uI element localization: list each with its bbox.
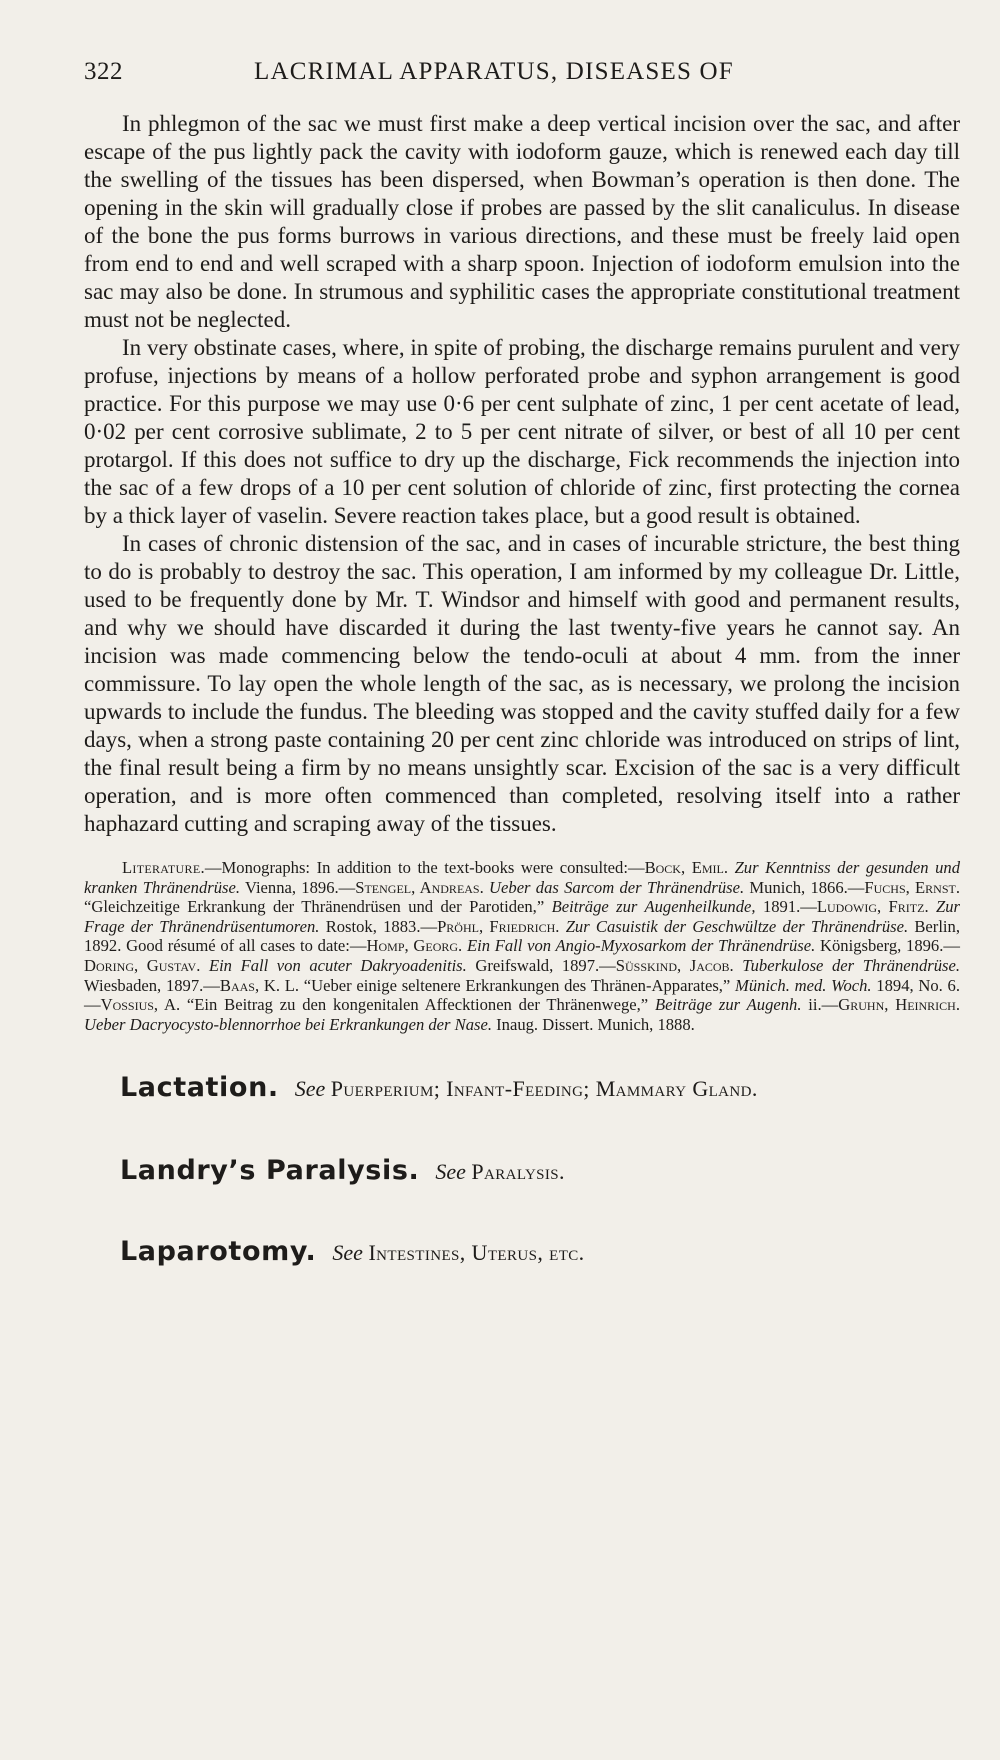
literature-text	[929, 897, 936, 916]
entry-headword: Laparotomy.	[120, 1236, 317, 1268]
see-label: See	[332, 1240, 363, 1266]
literature-title: Tuberkulose der Thränendrüse.	[742, 955, 960, 975]
see-label: See	[294, 1076, 326, 1102]
page-title: LACRIMAL APPARATUS, DISEASES OF	[254, 58, 734, 85]
literature-text: “Ein Beitrag zu den kongenitalen Affecktionen der Thränenwege,”	[180, 995, 655, 1015]
literature-text	[728, 858, 735, 877]
literature-author: Ludowig, Fritz.	[816, 897, 929, 917]
literature-title: Münich. med. Woch.	[735, 975, 872, 995]
body-text	[84, 110, 960, 838]
literature-text: —Monographs: In addition to the text-books were consulted:—	[204, 858, 645, 877]
literature-text: “Gleichzeitige Erkrankung der Thränendrüsen und der Parotiden,”	[84, 897, 552, 917]
literature-title: Zur Kenntniss der gesunden und kranken Thränendrüse.	[84, 858, 961, 897]
literature-text: Inaug. Dissert. Munich, 1888.	[492, 1014, 695, 1034]
book-page	[84, 58, 960, 1267]
entry-landrys-paralysis	[84, 1157, 960, 1186]
literature-author: Bock, Emil.	[644, 858, 728, 877]
literature-title: Ueber Dacryocysto-blennorrhoe bei Erkrankungen der Nase.	[84, 1014, 492, 1034]
literature-text: Greifswald, 1897.—	[466, 955, 616, 975]
literature-author: Baas, K. L.	[219, 975, 300, 995]
cross-reference: Paralysis.	[471, 1159, 565, 1185]
literature-text	[734, 956, 743, 975]
literature-author: Pröhl, Friedrich.	[437, 916, 560, 936]
literature-title: Ueber das Sarcom der Thränendrüse.	[489, 877, 745, 897]
literature-text: 1894, No. 6.—	[84, 975, 961, 1015]
literature-author: Gruhn, Heinrich.	[838, 995, 961, 1015]
paragraph-chronic-distension: In cases of chronic distension of the sac, and in cases of incurable stricture, the best thing to do is probably to destroy the sac. This operation, I am informed by my colleague Dr. Little, used to be frequently done by Mr. T. Windsor and himself with good and permanent results, and why we should have discarded it during the last twenty-five years he cannot say. An incision was made commencing below the tendo-oculi at about 4 mm. from the inner commissure. To lay open the whole length of the sac, as is necessary, we prolong the incision upwards to include the fundus. The bleeding was stopped and the cavity stuffed daily for a few days, when a strong paste containing 20 per cent zinc chloride was introduced on strips of lint, the final result being a firm by no means unsightly scar. Excision of the sac is a very difficult operation, and is more often commenced than completed, resolving itself into a rather haphazard cutting and scraping away of the tissues.	[84, 531, 960, 836]
literature-author: Vossius, A.	[100, 995, 181, 1015]
literature-author: Fuchs, Ernst.	[864, 877, 960, 897]
literature-title: Zur Casuistik der Geschwültze der Thränendrüse.	[565, 916, 909, 936]
literature-title: Beiträge zur Augenh.	[654, 995, 802, 1015]
literature-title: Beiträge zur Augenheilkunde,	[551, 897, 756, 917]
literature-author: Homp, Georg.	[366, 936, 463, 956]
literature-text: 1891.—	[755, 897, 817, 917]
entry-lactation	[84, 1074, 960, 1103]
literature-title: Zur Frage der Thränendrüsentumoren.	[84, 897, 960, 936]
literature-author: Süsskind, Jacob.	[615, 955, 734, 975]
literature-references	[84, 858, 960, 1034]
literature-author: Doring, Gustav.	[84, 955, 201, 975]
page-number: 322	[84, 58, 123, 85]
literature-text: Wiesbaden, 1897.—	[84, 975, 220, 995]
literature-body	[84, 858, 960, 1034]
literature-text: “Ueber einige seltenere Erkrankungen des Thränen-Apparates,”	[299, 975, 736, 995]
literature-text: Königsberg, 1896.—	[815, 936, 960, 956]
literature-text: Munich, 1866.—	[744, 877, 865, 897]
cross-reference: Puerperium; Infant-Feeding; Mammary Gland.	[330, 1076, 758, 1102]
literature-title: Ein Fall von acuter Dakryoadenitis.	[208, 955, 467, 975]
cross-reference: Intestines, Uterus, etc.	[368, 1240, 585, 1266]
entry-headword: Landry’s Paralysis.	[120, 1155, 420, 1187]
literature-label: Literature.	[122, 858, 205, 877]
literature-text: Berlin, 1892. Good résumé of all cases to date:—	[84, 916, 960, 956]
literature-author: Stengel, Andreas.	[355, 877, 484, 897]
literature-text: Rostok, 1883.—	[319, 916, 438, 936]
entry-headword: Lactation.	[120, 1072, 279, 1104]
literature-text: ii.—	[801, 995, 839, 1015]
literature-title: Ein Fall von Angio-Myxosarkom der Thränendrüse.	[466, 936, 816, 956]
literature-text: Vienna, 1896.—	[239, 877, 356, 897]
running-header	[84, 58, 960, 98]
literature-text	[200, 956, 209, 975]
entry-laparotomy	[84, 1238, 960, 1267]
paragraph-phlegmon: In phlegmon of the sac we must first make a deep vertical incision over the sac, and after escape of the pus lightly pack the cavity with iodoform gauze, which is renewed each day till the swelling of the tissues has been dispersed, when Bowman’s operation is then done. The opening in the skin will gradually close if probes are passed by the slit canaliculus. In disease of the bone the pus forms burrows in various directions, and these must be freely laid open from end to end and well scraped with a sharp spoon. Injection of iodoform emulsion into the sac may also be done. In strumous and syphilitic cases the appropriate constitutional treatment must not be neglected.	[84, 111, 960, 332]
see-label: See	[435, 1159, 466, 1185]
paragraph-obstinate-cases: In very obstinate cases, where, in spite of probing, the discharge remains purulent and very profuse, injections by means of a hollow perforated probe and syphon arrangement is good practice. For this purpose we may use 0·6 per cent sulphate of zinc, 1 per cent acetate of lead, 0·02 per cent corrosive sublimate, 2 to 5 per cent nitrate of silver, or best of all 10 per cent protargol. If this does not suffice to dry up the discharge, Fick recommends the injection into the sac of a few drops of a 10 per cent solution of chloride of zinc, first protecting the cornea by a thick layer of vaselin. Severe reaction takes place, but a good result is obtained.	[84, 335, 960, 528]
